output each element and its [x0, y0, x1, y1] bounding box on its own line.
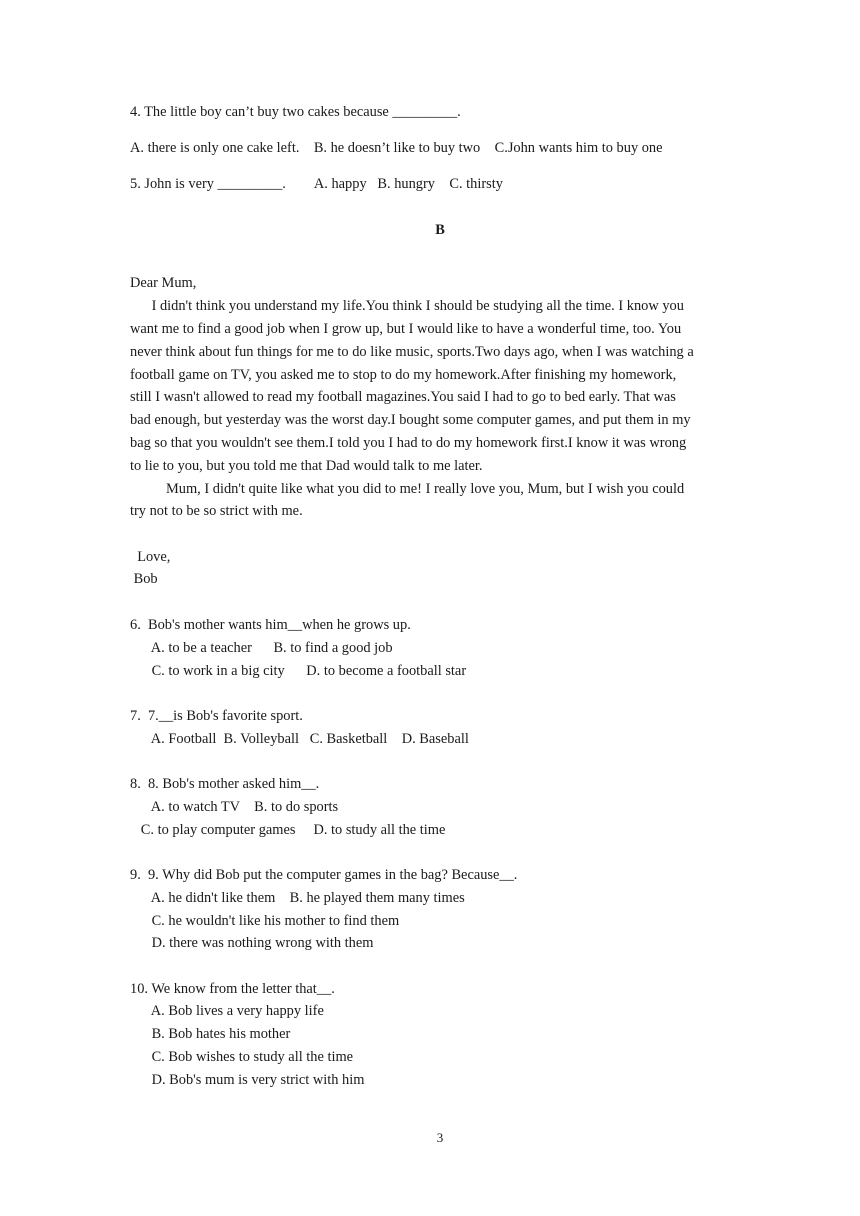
letter-paragraph-1-line: bag so that you wouldn't see them.I told you I had to do my homework first.I know it was wrong	[130, 435, 687, 451]
question-9-option-line: A. he didn't like them B. he played them many times	[130, 890, 465, 906]
letter-paragraph-1-line: to lie to you, but you told me that Dad would talk to me later.	[130, 458, 483, 474]
question-8-option-line: C. to play computer games D. to study all the time	[130, 822, 446, 838]
question-7-stem: 7. 7.__is Bob's favorite sport.	[130, 708, 303, 724]
letter-paragraph-1-line: still I wasn't allowed to read my football magazines.You said I had to go to bed early. That was	[130, 389, 676, 405]
letter-paragraph-2-line: Mum, I didn't quite like what you did to me! I really love you, Mum, but I wish you could	[130, 481, 685, 497]
question-6-option-line: C. to work in a big city D. to become a football star	[130, 663, 467, 679]
letter-paragraph-2-line: try not to be so strict with me.	[130, 503, 303, 519]
question-7-option-line: A. Football B. Volleyball C. Basketball D. Baseball	[130, 731, 469, 747]
page-number: 3	[436, 1130, 444, 1145]
question-6-stem: 6. Bob's mother wants him__when he grows up.	[130, 617, 411, 633]
letter-paragraph-1-line: want me to find a good job when I grow up, but I would like to have a wonderful time, too. You	[130, 321, 682, 337]
question-10-stem: 10. We know from the letter that__.	[130, 981, 335, 997]
question-8-stem: 8. 8. Bob's mother asked him__.	[130, 776, 320, 792]
letter-signature: Bob	[130, 571, 158, 587]
question-5-line: 5. John is very _________. A. happy B. hungry C. thirsty	[130, 176, 503, 192]
letter-paragraph-1-line: football game on TV, you asked me to stop to do my homework.After finishing my homework,	[130, 367, 677, 383]
question-9-stem: 9. 9. Why did Bob put the computer games in the bag? Because__.	[130, 867, 518, 883]
letter-paragraph-1-line: never think about fun things for me to do like music, sports.Two days ago, when I was watching a	[130, 344, 694, 360]
question-10-option-line: A. Bob lives a very happy life	[130, 1003, 324, 1019]
question-8-option-line: A. to watch TV B. to do sports	[130, 799, 339, 815]
question-6-option-line: A. to be a teacher B. to find a good job	[130, 640, 393, 656]
letter-paragraph-1-line: bad enough, but yesterday was the worst day.I bought some computer games, and put them in my	[130, 412, 691, 428]
letter-paragraph-1-line: I didn't think you understand my life.You think I should be studying all the time. I know you	[130, 298, 684, 314]
question-10-option-line: B. Bob hates his mother	[130, 1026, 291, 1042]
section-b-heading: B	[435, 222, 445, 238]
question-9-option-line: C. he wouldn't like his mother to find them	[130, 913, 400, 929]
question-10-option-line: C. Bob wishes to study all the time	[130, 1049, 354, 1065]
letter-closing: Love,	[130, 549, 171, 565]
question-10-option-line: D. Bob's mum is very strict with him	[130, 1072, 365, 1088]
letter-greeting: Dear Mum,	[130, 275, 197, 291]
question-9-option-line: D. there was nothing wrong with them	[130, 935, 374, 951]
question-4-stem: 4. The little boy can’t buy two cakes because _________.	[130, 104, 461, 120]
question-4-options: A. there is only one cake left. B. he doesn’t like to buy two C.John wants him to buy one	[130, 140, 663, 156]
